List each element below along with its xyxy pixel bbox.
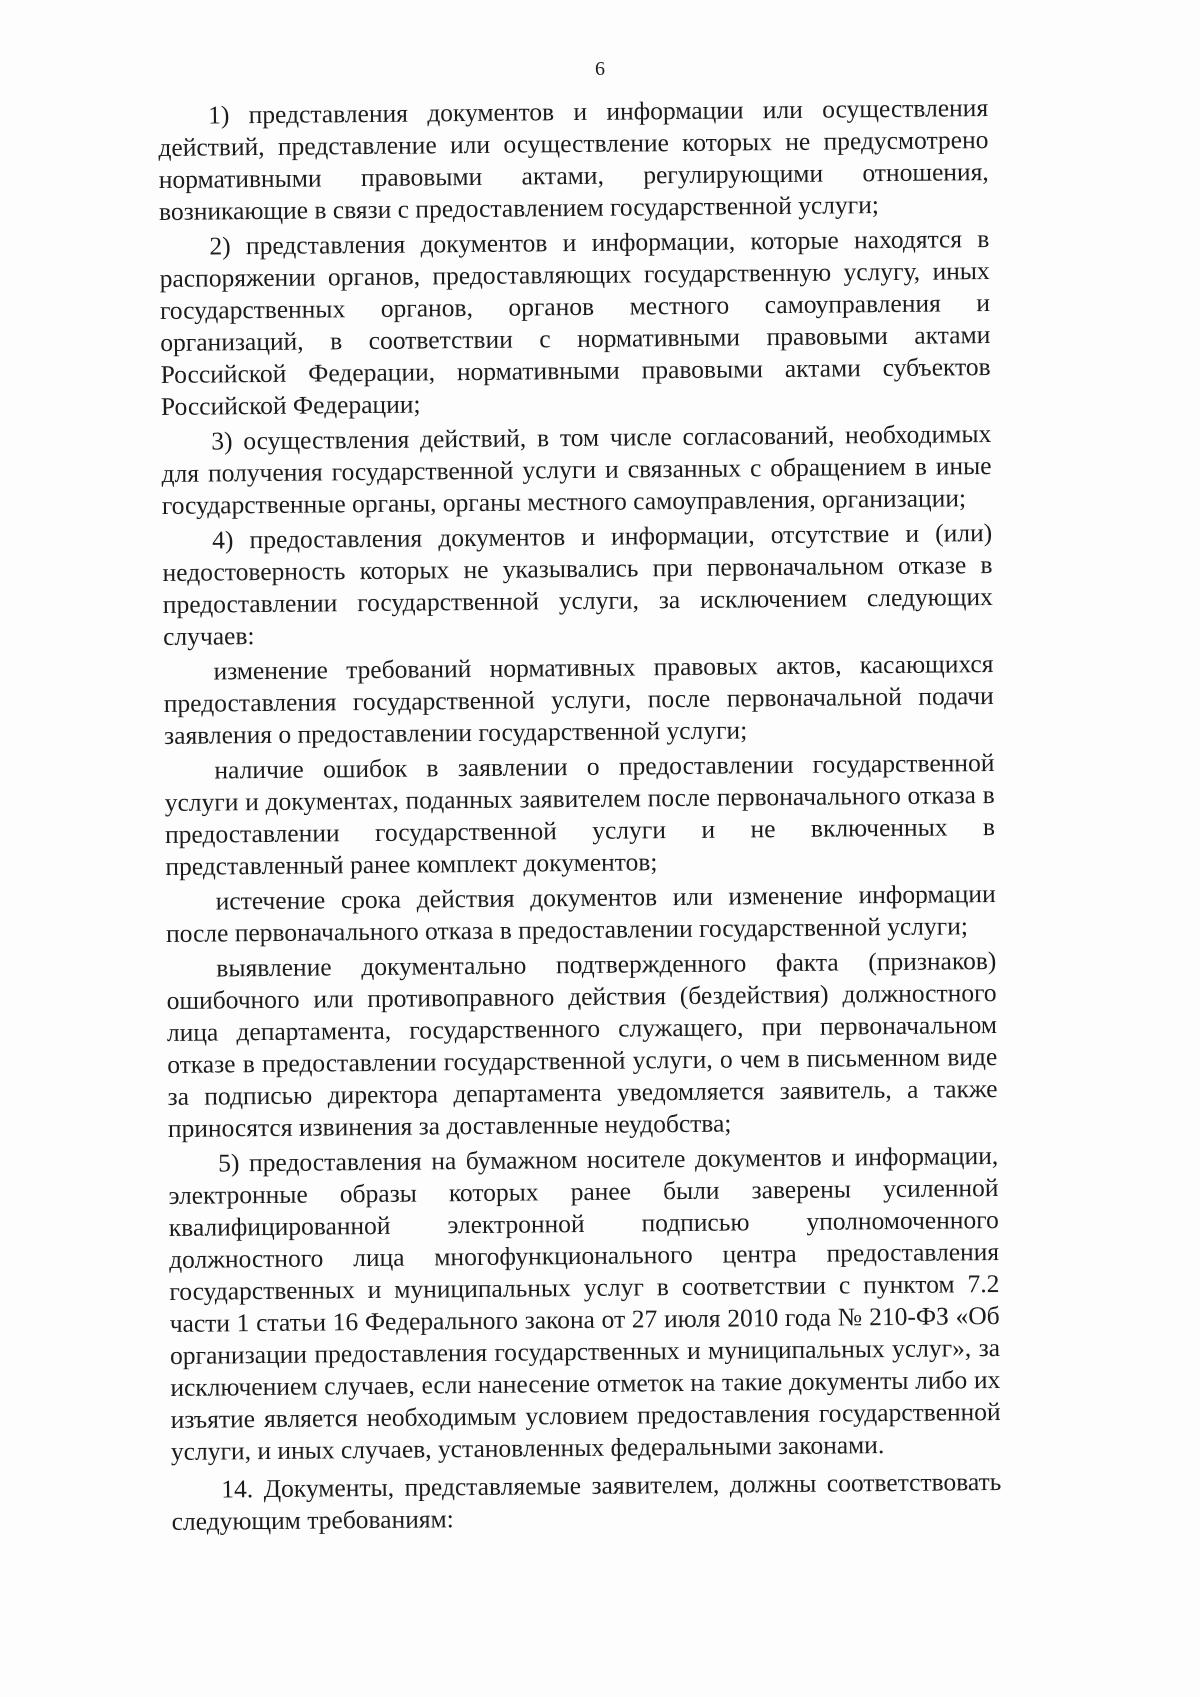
paragraph-2: 2) представления документов и информации, которые находятся в распоряжении органов, предоставляющих государственную услугу, иных государственных органов, органов местного самоуправления и организаций, в соответствии с нормативными правовыми актами Российской Федерации, нормативными правовыми актами субъектов Российской Федерации; <box>159 224 991 421</box>
page-number: 6 <box>595 58 605 80</box>
paragraph-3: 3) осуществления действий, в том числе согласований, необходимых для получения государственной услуги и связанных с обращением в иные государственные органы, органы местного самоуправления, организации; <box>161 419 992 520</box>
paragraph-5: 5) предоставления на бумажном носителе документов и информации, электронные образы которых ранее были заверены усиленной квалифицированной электронной подписью уполномоченного должностного лица многофункционального центра предоставления государственных и муниципальных услуг в соответствии с пунктом 7.2 части 1 статьи 16 Федерального закона от 27 июля 2010 года № 210-ФЗ «Об организации предоставления государственных и муниципальных услуг», за исключением случаев, если нанесение отметок на такие документы либо их изъятие является необходимым условием предоставления государственной услуги, и иных случаев, установленных федеральными законами. <box>168 1140 1001 1466</box>
paragraph-exception-4: выявление документально подтвержденного факта (признаков) ошибочного или противоправного действия (бездействия) должностного лица департамента, государственного служащего, при первоначальном отказе в предоставлении государственной услуги, о чем в письменном виде за подписью директора департамента уведомляется заявитель, а также приносятся извинения за доставленные неудобства; <box>166 945 998 1143</box>
paragraph-exception-2: наличие ошибок в заявлении о предоставлении государственной услуги и документах, поданных заявителем после первоначального отказа в предоставлении государственной услуги и не включенных в представленный ранее комплект документов; <box>164 748 996 881</box>
paragraph-14: 14. Документы, представляемые заявителем, должны соответствовать следующим требованиям: <box>171 1466 1002 1536</box>
paragraph-4: 4) предоставления документов и информации, отсутствие и (или) недостоверность которых не указывались при первоначальном отказе в предоставлении государственной услуги, за исключением следующих случаев: <box>162 518 993 651</box>
paragraph-1: 1) представления документов и информации или осуществления действий, представление или осуществление которых не предусмотрено нормативными правовыми актами, регулирующими отношения, возникающие в связи с предоставлением государственной услуги; <box>158 93 989 226</box>
paragraph-exception-1: изменение требований нормативных правовых актов, касающихся предоставления государственной услуги, после первоначальной подачи заявления о предоставлении государственной услуги; <box>163 649 994 750</box>
paragraph-exception-3: истечение срока действия документов или изменение информации после первоначального отказа в предоставлении государственной услуги; <box>165 878 996 948</box>
document-body <box>158 92 1002 1538</box>
